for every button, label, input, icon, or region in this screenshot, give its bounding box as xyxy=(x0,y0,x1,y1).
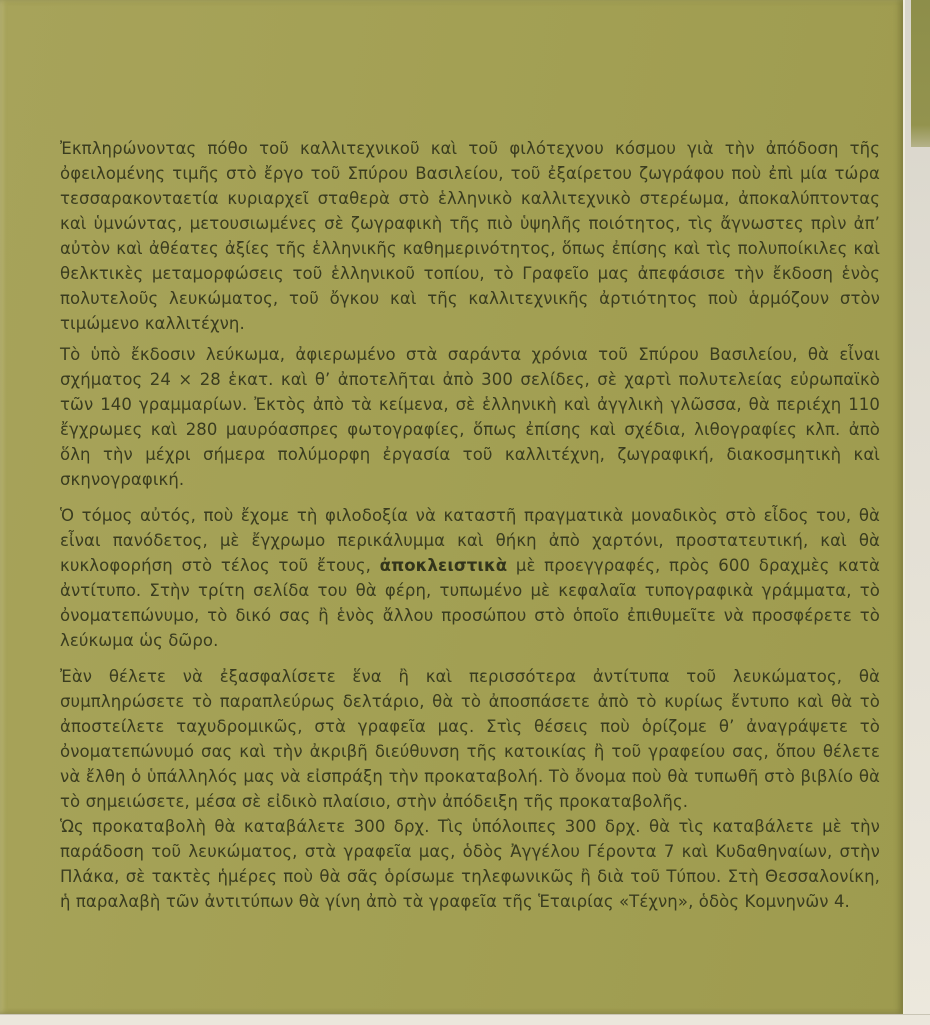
paragraph-album-specs: Τὸ ὑπὸ ἔκδοσιν λεύκωμα, ἀφιερωμένο στὰ σαράντα χρόνια τοῦ Σπύρου Βασιλείου, θὰ εἶναι σχήματος 24 × 28 ἑκατ. καὶ θ’ ἀποτελῆται ἀπὸ 300 σελίδες, σὲ χαρτὶ πολυτελείας εὐρωπαϊκὸ τῶν 140 γραμμαρίων. Ἐκτὸς ἀπὸ τὰ κείμενα, σὲ ἑλληνικὴ καὶ ἀγγλικὴ γλῶσσα, θὰ περιέχη 110 ἔγχρωμες καὶ 280 μαυρόασπρες φωτογραφίες, ὅπως ἐπίσης καὶ σχέδια, λιθογραφίες κλπ. ἀπὸ ὅλη τὴν μέχρι σήμερα πολύμορφη ἐργασία τοῦ καλλιτέχνη, ζωγραφική, διακοσμητικὴ καὶ σκηνογραφική. xyxy=(60,345,880,489)
paragraph-edition-details xyxy=(60,503,880,653)
scanner-background-bottom xyxy=(0,1014,930,1025)
text-block xyxy=(60,136,880,914)
paragraph-subscription-instructions: Ἐὰν θέλετε νὰ ἐξασφαλίσετε ἕνα ἢ καὶ περισσότερα ἀντίτυπα τοῦ λευκώματος, θὰ συμπληρώσετε τὸ παραπλεύρως δελτάριο, θὰ τὸ ἀποσπάσετε ἀπὸ τὸ κυρίως ἔντυπο καὶ θὰ τὸ ἀποστείλετε ταχυδρομικῶς, στὰ γραφεῖα μας. Στὶς θέσεις ποὺ ὁρίζομε θ’ ἀναγράψετε τὸ ὀνοματεπώνυμό σας καὶ τὴν ἀκριβῆ διεύθυνση τῆς κατοικίας ἢ τοῦ γραφείου σας, ὅπου θέλετε νὰ ἔλθη ὁ ὑπάλληλός μας νὰ εἰσπράξη τὴν προκαταβολή. Τὸ ὄνομα ποὺ θὰ τυπωθῆ στὸ βιβλίο θὰ τὸ σημειώσετε, μέσα σὲ εἰδικὸ πλαίσιο, στὴν ἀπόδειξη τῆς προκαταβολῆς. xyxy=(60,667,880,811)
underlying-page-edge xyxy=(911,0,930,147)
paragraph-edition-details-after: μὲ προεγγραφές, πρὸς 600 δραχμὲς κατὰ ἀντίτυπο. Στὴν τρίτη σελίδα του θὰ φέρη, τυπωμένο μὲ κεφαλαῖα τυπογραφικὰ γράμματα, τὸ ὀνοματεπώνυμο, τὸ δικό σας ἢ ἑνὸς ἄλλου προσώπου στὸ ὁποῖο ἐπιθυμεῖτε νὰ προσφέρετε τὸ λεύκωμα ὡς δῶρο. xyxy=(60,556,880,650)
scanner-background-right xyxy=(903,0,930,1024)
paragraph-edition-details-bold-word: ἀποκλειστικὰ xyxy=(379,556,508,575)
paragraph-introduction: Ἐκπληρώνοντας πόθο τοῦ καλλιτεχνικοῦ καὶ τοῦ φιλότεχνου κόσμου γιὰ τὴν ἀπόδοση τῆς ὀφειλομένης τιμῆς στὸ ἔργο τοῦ Σπύρου Βασιλείου, τοῦ ἐξαίρετου ζωγράφου ποὺ ἐπὶ μία τώρα τεσσαρακονταετία κυριαρχεῖ σταθερὰ στὸ ἑλληνικὸ καλλιτεχνικὸ στερέωμα, ἀποκαλύπτοντας καὶ ὑμνώντας, μετουσιωμένες σὲ ζωγραφικὴ τῆς πιὸ ὑψηλῆς ποιότητος, τὶς ἄγνωστες πρὶν ἀπ’ αὐτὸν καὶ ἀθέατες ἀξίες τῆς ἑλληνικῆς καθημερινότητος, ὅπως ἐπίσης καὶ τὶς πολυποίκιλες καὶ θελκτικὲς μεταμορφώσεις τοῦ ἑλληνικοῦ τοπίου, τὸ Γραφεῖο μας ἀπεφάσισε τὴν ἔκδοση ἑνὸς πολυτελοῦς λευκώματος, τοῦ ὄγκου καὶ τῆς καλλιτεχνικῆς ἀρτιότητος ποὺ ἁρμόζουν στὸν τιμώμενο καλλιτέχνη. xyxy=(60,139,880,333)
paragraph-payment-details: Ὡς προκαταβολὴ θὰ καταβάλετε 300 δρχ. Τὶς ὑπόλοιπες 300 δρχ. θὰ τὶς καταβάλετε μὲ τὴν παράδοση τοῦ λευκώματος, στὰ γραφεῖα μας, ὁδὸς Ἀγγέλου Γέροντα 7 καὶ Κυδαθηναίων, στὴν Πλάκα, σὲ τακτὲς ἡμέρες ποὺ θὰ σᾶς ὁρίσωμε τηλεφωνικῶς ἢ διὰ τοῦ Τύπου. Στὴ Θεσσαλονίκη, ἡ παραλαβὴ τῶν ἀντιτύπων θὰ γίνη ἀπὸ τὰ γραφεῖα τῆς Ἑταιρίας «Τέχνη», ὁδὸς Κομνηνῶν 4. xyxy=(60,817,880,911)
paragraph-edition-details-before: Ὁ τόμος αὐτός, ποὺ ἔχομε τὴ φιλοδοξία νὰ καταστῆ πραγματικὰ μοναδικὸς στὸ εἶδος του, θὰ εἶναι πανόδετος, μὲ ἔγχρωμο περικάλυμμα καὶ θήκη ἀπὸ χαρτόνι, προστατευτική, καὶ θὰ κυκλοφορήση στὸ τέλος τοῦ ἔτους, xyxy=(60,506,880,575)
